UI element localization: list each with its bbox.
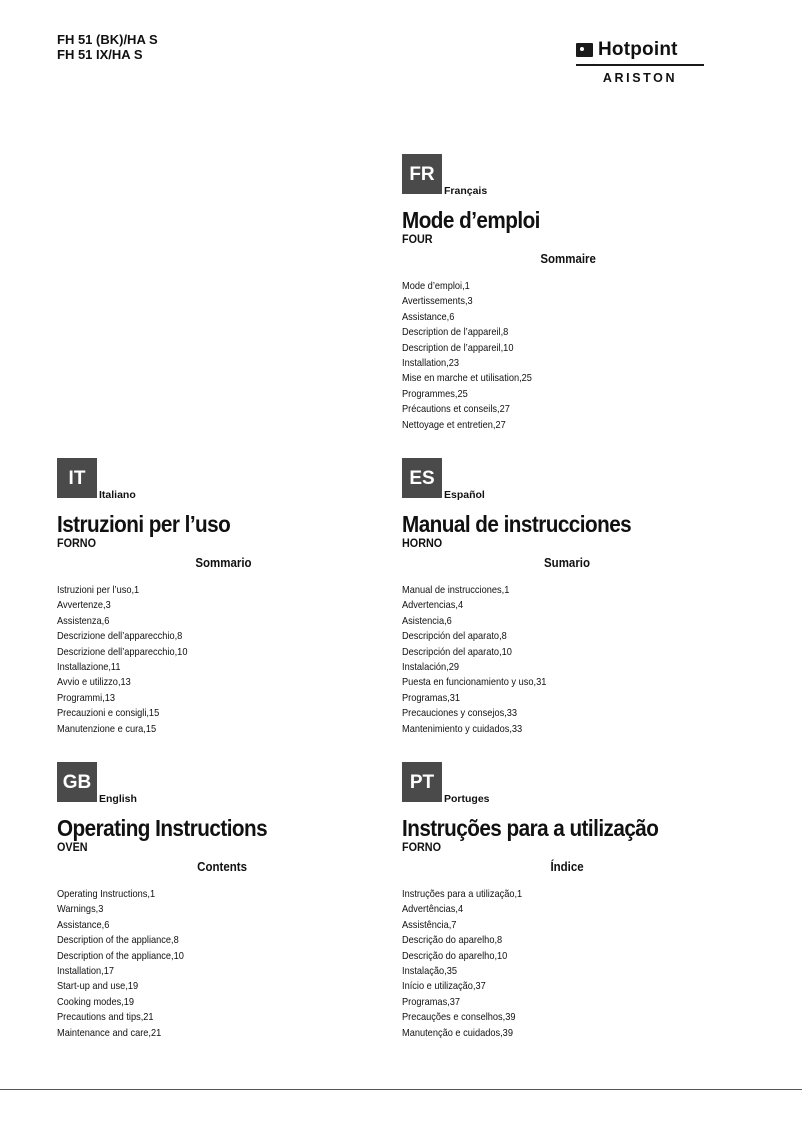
contents-item: Installazione,11 xyxy=(57,661,121,674)
contents-item: Descrizione dell’apparecchio,8 xyxy=(57,630,183,643)
appliance-type: OVEN xyxy=(57,840,88,854)
contents-item: Assistance,6 xyxy=(57,918,110,931)
manual-title: Instruções para a utilização xyxy=(402,815,659,841)
language-name: Français xyxy=(444,185,488,197)
contents-item: Avvertenze,3 xyxy=(57,599,111,612)
contents-item: Descrição do aparelho,8 xyxy=(402,934,503,947)
contents-item: Programas,37 xyxy=(402,995,461,1008)
contents-item: Mise en marche et utilisation,25 xyxy=(402,372,532,385)
contents-item: Assistenza,6 xyxy=(57,614,110,627)
contents-item: Installation,23 xyxy=(402,357,460,370)
section-es xyxy=(402,458,732,737)
contents-item: Programas,31 xyxy=(402,691,461,704)
contents-list xyxy=(402,887,732,1041)
section-gb xyxy=(57,762,387,1041)
contents-item: Assistência,7 xyxy=(402,918,457,931)
contents-item: Précautions et conseils,27 xyxy=(402,403,510,416)
language-badge: ES xyxy=(402,458,442,498)
contents-item: Precauções e conselhos,39 xyxy=(402,1011,516,1024)
contents-heading: Sommario xyxy=(195,556,252,570)
contents-item: Description de l’appareil,8 xyxy=(402,326,509,339)
manual-title: Operating Instructions xyxy=(57,815,268,841)
contents-item: Descrição do aparelho,10 xyxy=(402,949,508,962)
model-numbers xyxy=(57,32,158,62)
contents-heading: Índice xyxy=(550,860,584,874)
manual-title: Mode d’emploi xyxy=(402,207,540,233)
contents-heading: Contents xyxy=(197,860,247,874)
contents-heading: Sumario xyxy=(544,556,591,570)
section-pt xyxy=(402,762,732,1041)
contents-item: Manutenzione e cura,15 xyxy=(57,722,157,735)
contents-item: Precauzioni e consigli,15 xyxy=(57,707,160,720)
brand-name: Hotpoint xyxy=(598,39,678,60)
section-it xyxy=(57,458,387,737)
contents-item: Programmes,25 xyxy=(402,387,468,400)
contents-item: Mantenimiento y cuidados,33 xyxy=(402,722,523,735)
language-name: English xyxy=(99,793,137,805)
contents-item: Advertências,4 xyxy=(402,903,464,916)
contents-item: Avertissements,3 xyxy=(402,295,473,308)
manual-title: Manual de instrucciones xyxy=(402,511,632,537)
appliance-type: FORNO xyxy=(402,840,442,854)
contents-item: Precautions and tips,21 xyxy=(57,1011,154,1024)
contents-list xyxy=(57,887,387,1041)
contents-list xyxy=(402,583,732,737)
contents-item: Maintenance and care,21 xyxy=(57,1026,162,1039)
contents-item: Nettoyage et entretien,27 xyxy=(402,418,506,431)
contents-item: Instruções para a utilização,1 xyxy=(402,888,523,900)
contents-heading: Sommaire xyxy=(540,252,596,266)
language-badge: IT xyxy=(57,458,97,498)
contents-item: Descripción del aparato,8 xyxy=(402,630,507,643)
contents-item: Manutenção e cuidados,39 xyxy=(402,1026,513,1039)
contents-item: Assistance,6 xyxy=(402,310,455,323)
contents-item: Puesta en funcionamiento y uso,31 xyxy=(402,676,547,689)
contents-item: Cooking modes,19 xyxy=(57,995,135,1008)
language-badge: PT xyxy=(402,762,442,802)
contents-item: Instalación,29 xyxy=(402,661,460,674)
section-fr xyxy=(402,154,732,433)
footer-divider xyxy=(0,1089,802,1090)
appliance-type: FOUR xyxy=(402,232,433,246)
language-name: Italiano xyxy=(99,489,136,501)
language-name: Español xyxy=(444,489,485,501)
sub-brand-name: ARISTON xyxy=(602,71,678,85)
model-number-1: FH 51 (BK)/HA S xyxy=(57,32,158,47)
language-name: Portuges xyxy=(444,793,490,805)
contents-item: Warnings,3 xyxy=(57,903,104,916)
contents-list xyxy=(57,583,387,737)
contents-item: Operating Instructions,1 xyxy=(57,888,156,900)
contents-item: Descrizione dell’apparecchio,10 xyxy=(57,645,188,658)
contents-item: Início e utilização,37 xyxy=(402,980,486,993)
language-badge: FR xyxy=(402,154,442,194)
contents-item: Manual de instrucciones,1 xyxy=(402,584,510,596)
contents-item: Installation,17 xyxy=(57,965,115,978)
model-number-2: FH 51 IX/HA S xyxy=(57,47,143,62)
contents-item: Istruzioni per l’uso,1 xyxy=(57,584,140,596)
contents-item: Mode d’emploi,1 xyxy=(402,280,470,292)
contents-item: Instalação,35 xyxy=(402,965,457,978)
contents-list xyxy=(402,279,732,433)
logo-divider xyxy=(576,64,704,66)
contents-item: Asistencia,6 xyxy=(402,614,452,627)
contents-item: Avvio e utilizzo,13 xyxy=(57,676,131,689)
contents-item: Descripción del aparato,10 xyxy=(402,645,512,658)
contents-item: Description of the appliance,8 xyxy=(57,934,179,947)
appliance-type: HORNO xyxy=(402,536,443,550)
language-badge: GB xyxy=(57,762,97,802)
contents-item: Programmi,13 xyxy=(57,691,116,704)
brand-logo xyxy=(576,40,704,85)
contents-item: Advertencias,4 xyxy=(402,599,464,612)
contents-item: Description de l’appareil,10 xyxy=(402,341,514,354)
manual-title: Istruzioni per l’uso xyxy=(57,511,231,537)
contents-item: Start-up and use,19 xyxy=(57,980,139,993)
contents-item: Precauciones y consejos,33 xyxy=(402,707,518,720)
appliance-type: FORNO xyxy=(57,536,97,550)
contents-item: Description of the appliance,10 xyxy=(57,949,184,962)
hotpoint-logo-icon xyxy=(576,43,593,57)
